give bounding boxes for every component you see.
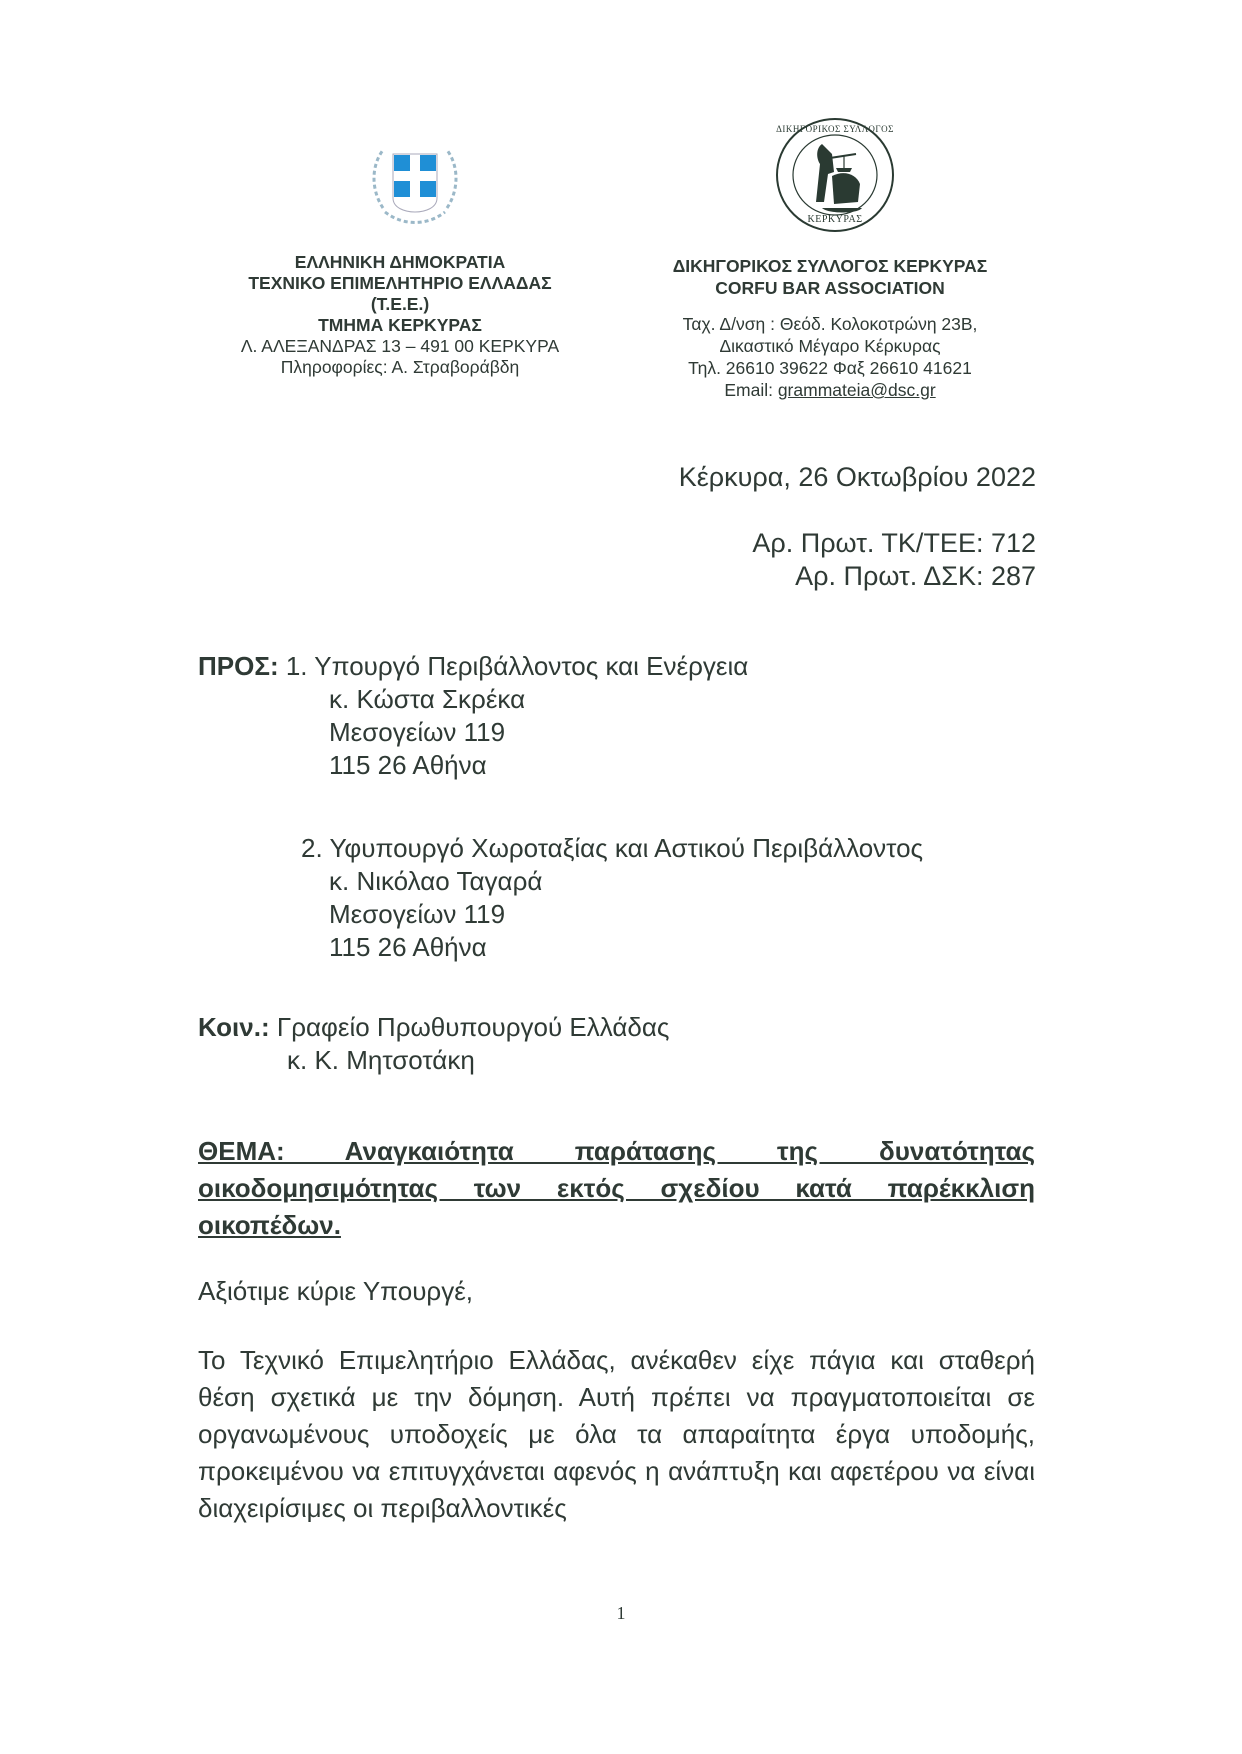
bar-address-1: Ταχ. Δ/νση : Θεόδ. Κολοκοτρώνη 23Β, bbox=[682, 314, 978, 334]
recipient-title: Υφυπουργό Χωροταξίας και Αστικού Περιβάλλοντος bbox=[329, 833, 924, 863]
letter-date: Κέρκυρα, 26 Οκτωβρίου 2022 bbox=[678, 462, 1036, 492]
subject: ΘΕΜΑ: Αναγκαιότητα παράτασης της δυνατότητας οικοδομησιμότητας των εκτός σχεδίου κατά παρέκκλιση οικοπέδων. bbox=[198, 1136, 1035, 1240]
header-left bbox=[210, 252, 590, 378]
body-paragraph: Το Τεχνικό Επιμελητήριο Ελλάδας, ανέκαθεν είχε πάγια και σταθερή θέση σχετικά με την δόμηση. Αυτή πρέπει να πραγματοποιείται σε οργανωμένους υποδοχείς με όλα τα απαραίτητα έργα υποδομής, προκειμένου να επιτυγχάνεται αφενός η ανάπτυξη και αφετέρου να είναι διαχειρίσιμες οι περιβαλλοντικές bbox=[198, 1345, 1035, 1523]
recipient-street: Μεσογείων 119 bbox=[329, 899, 506, 929]
header-right bbox=[630, 255, 1030, 401]
protocol-dsk: Αρ. Πρωτ. ΔΣΚ: 287 bbox=[795, 561, 1036, 591]
seal-text-top: ΔΙΚΗΓΟΡΙΚΟΣ ΣΥΛΛΟΓΟΣ bbox=[776, 124, 894, 134]
protocol-numbers bbox=[752, 527, 1036, 593]
to-label: ΠΡΟΣ: bbox=[198, 651, 279, 681]
cc-label: Κοιν.: bbox=[198, 1012, 270, 1042]
recipient-city: 115 26 Αθήνα bbox=[329, 932, 487, 962]
bar-name-en: CORFU BAR ASSOCIATION bbox=[715, 278, 945, 298]
org-line: ΤΕΧΝΙΚΟ ΕΠΙΜΕΛΗΤΗΡΙΟ ΕΛΛΑΔΑΣ bbox=[248, 273, 552, 293]
corfu-bar-association-seal-icon bbox=[772, 114, 898, 236]
org-address: Λ. ΑΛΕΞΑΝΔΡΑΣ 13 – 491 00 ΚΕΡΚΥΡΑ bbox=[240, 336, 560, 356]
recipient-city: 115 26 Αθήνα bbox=[329, 750, 487, 780]
recipient-2 bbox=[301, 832, 923, 964]
recipient-1 bbox=[198, 650, 748, 782]
org-line: ΕΛΛΗΝΙΚΗ ΔΗΜΟΚΡΑΤΙΑ bbox=[294, 252, 506, 272]
bar-name-gr: ΔΙΚΗΓΟΡΙΚΟΣ ΣΥΛΛΟΓΟΣ ΚΕΡΚΥΡΑΣ bbox=[672, 256, 988, 276]
salutation: Αξιότιμε κύριε Υπουργέ, bbox=[198, 1276, 474, 1306]
recipient-number: 1. bbox=[285, 651, 308, 681]
recipient-street: Μεσογείων 119 bbox=[329, 717, 506, 747]
recipient-title: Υπουργό Περιβάλλοντος και Ενέργεια bbox=[314, 651, 749, 681]
org-line: (Τ.Ε.Ε.) bbox=[370, 294, 430, 314]
cc-block bbox=[198, 1011, 669, 1077]
bar-address-2: Δικαστικό Μέγαρο Κέρκυρας bbox=[719, 336, 941, 356]
bar-email-row bbox=[630, 379, 1030, 401]
email-link[interactable]: grammateia@dsc.gr bbox=[777, 380, 936, 400]
bar-phone: Τηλ. 26610 39622 Φαξ 26610 41621 bbox=[688, 358, 972, 378]
org-info: Πληροφορίες: Α. Στραβοράβδη bbox=[280, 357, 520, 377]
cc-office: Γραφείο Πρωθυπουργού Ελλάδας bbox=[276, 1012, 670, 1042]
page-number: 1 bbox=[616, 1603, 626, 1623]
email-label: Email: bbox=[724, 380, 778, 400]
protocol-tee: Αρ. Πρωτ. ΤΚ/ΤΕΕ: 712 bbox=[752, 528, 1036, 558]
org-line: ΤΜΗΜΑ ΚΕΡΚΥΡΑΣ bbox=[318, 315, 482, 335]
greek-coat-of-arms-icon bbox=[363, 128, 467, 232]
seal-text-bottom: ΚΕΡΚΥΡΑΣ bbox=[807, 214, 863, 225]
recipient-name: κ. Νικόλαο Ταγαρά bbox=[329, 866, 543, 896]
recipient-number: 2. bbox=[301, 833, 323, 863]
recipient-name: κ. Κώστα Σκρέκα bbox=[329, 684, 526, 714]
cc-name: κ. Κ. Μητσοτάκη bbox=[287, 1045, 475, 1075]
